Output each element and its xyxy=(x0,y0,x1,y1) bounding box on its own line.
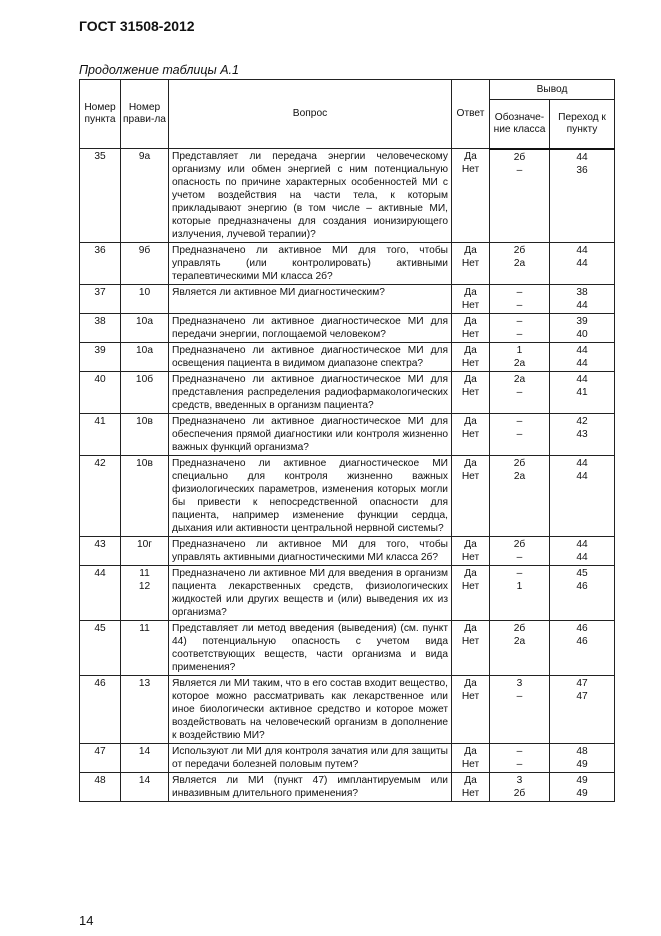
answer-value: Нет xyxy=(461,164,480,175)
answer-value: Нет xyxy=(461,581,480,592)
goto-value: 44 xyxy=(576,374,588,385)
goto-value: 44 xyxy=(576,258,588,269)
goto-value: 44 xyxy=(576,151,588,163)
class-value: 2б xyxy=(513,151,526,163)
rule-number: 13 xyxy=(138,678,151,689)
answer-value: Да xyxy=(464,151,477,162)
class-value: 2б xyxy=(513,788,526,799)
goto-value: 39 xyxy=(576,316,588,327)
document-header: ГОСТ 31508-2012 xyxy=(79,18,195,34)
table-row xyxy=(80,414,615,456)
rule-number: 10 xyxy=(138,287,151,298)
table-body xyxy=(80,149,615,802)
class-cell xyxy=(490,372,550,414)
class-cell xyxy=(490,285,550,314)
goto-value: 45 xyxy=(576,568,588,579)
goto-value: 49 xyxy=(576,788,588,799)
goto-value: 46 xyxy=(576,636,588,647)
goto-cell xyxy=(550,537,615,566)
class-value: 2а xyxy=(513,636,526,647)
answer-value: Нет xyxy=(461,471,480,482)
class-cell xyxy=(490,456,550,537)
item-number-cell: 40 xyxy=(80,372,121,414)
goto-cell xyxy=(550,149,615,243)
goto-value: 38 xyxy=(576,287,588,298)
class-value: 2б xyxy=(513,623,526,634)
answer-cell xyxy=(452,243,490,285)
rule-number-cell xyxy=(121,676,169,744)
class-value: 2а xyxy=(513,358,526,369)
goto-cell xyxy=(550,285,615,314)
answer-value: Да xyxy=(464,539,477,550)
class-value: – xyxy=(516,429,523,440)
goto-value: 46 xyxy=(576,623,588,634)
rule-number: 14 xyxy=(138,775,151,786)
goto-value: 43 xyxy=(576,429,588,440)
answer-value: Да xyxy=(464,374,477,385)
col-header-goto: Переход к пункту xyxy=(550,100,615,149)
table-caption: Продолжение таблицы А.1 xyxy=(79,63,239,77)
rule-number-cell xyxy=(121,537,169,566)
table-row xyxy=(80,372,615,414)
class-cell xyxy=(490,744,550,773)
rule-number-cell xyxy=(121,343,169,372)
item-number-cell: 44 xyxy=(80,566,121,621)
class-value: 2б xyxy=(513,539,526,550)
goto-cell xyxy=(550,456,615,537)
answer-cell xyxy=(452,621,490,676)
goto-cell xyxy=(550,372,615,414)
goto-cell xyxy=(550,744,615,773)
answer-value: Нет xyxy=(461,552,480,563)
col-header-class: Обозначе-ние класса xyxy=(490,100,550,149)
class-value: – xyxy=(516,329,523,340)
answer-value: Нет xyxy=(461,636,480,647)
answer-value: Нет xyxy=(461,329,480,340)
rule-number: 14 xyxy=(138,746,151,757)
item-number-cell: 37 xyxy=(80,285,121,314)
question-cell: Предназначено ли активное МИ для того, чтобы управлять активными диагностическими МИ класса 2б? xyxy=(169,537,452,566)
answer-cell xyxy=(452,744,490,773)
class-value: 2а xyxy=(513,258,526,269)
table-row xyxy=(80,566,615,621)
goto-value: 46 xyxy=(576,581,588,592)
answer-value: Да xyxy=(464,568,477,579)
rule-number: 10г xyxy=(136,539,153,550)
class-cell xyxy=(490,314,550,343)
rule-number: 10б xyxy=(135,374,154,385)
class-cell xyxy=(490,343,550,372)
goto-cell xyxy=(550,773,615,802)
goto-value: 44 xyxy=(576,552,588,563)
question-cell: Является ли МИ таким, что в его состав входит вещество, которое можно рассматривать как лекарственное или иное биологически активное средство и которое может воздействовать на человеческий организм в дополнение к воздействию МИ? xyxy=(169,676,452,744)
page-number: 14 xyxy=(79,913,94,928)
answer-cell xyxy=(452,414,490,456)
class-value: – xyxy=(516,759,523,770)
rule-number-cell xyxy=(121,456,169,537)
table-row xyxy=(80,243,615,285)
answer-value: Да xyxy=(464,245,477,256)
goto-value: 44 xyxy=(576,539,588,550)
answer-cell xyxy=(452,676,490,744)
rule-number: 10а xyxy=(136,345,153,356)
goto-value: 40 xyxy=(576,329,588,340)
goto-value: 44 xyxy=(576,245,588,256)
rule-number-cell xyxy=(121,149,169,243)
answer-value: Да xyxy=(464,416,477,427)
goto-value: 47 xyxy=(576,678,588,689)
answer-value: Да xyxy=(464,623,477,634)
answer-value: Да xyxy=(464,287,477,298)
class-value: 1 xyxy=(516,345,523,356)
goto-value: 44 xyxy=(576,300,588,311)
question-cell: Предназначено ли активное МИ для введения в организм пациента лекарственных средств, физиологических жидкостей или других веществ и (или) выведения их из организма? xyxy=(169,566,452,621)
class-cell xyxy=(490,414,550,456)
rule-number-cell xyxy=(121,566,169,621)
rule-number-cell xyxy=(121,243,169,285)
question-cell: Предназначено ли активное диагностическое МИ для обеспечения прямой диагностики или контроля жизненно важных функций организма? xyxy=(169,414,452,456)
item-number-cell: 35 xyxy=(80,149,121,243)
goto-value: 49 xyxy=(576,759,588,770)
class-value: – xyxy=(516,691,523,702)
goto-value: 48 xyxy=(576,746,588,757)
answer-value: Нет xyxy=(461,258,480,269)
class-value: – xyxy=(516,287,523,298)
item-number-cell: 42 xyxy=(80,456,121,537)
goto-cell xyxy=(550,414,615,456)
question-cell: Является ли активное МИ диагностическим? xyxy=(169,285,452,314)
class-value: – xyxy=(516,300,523,311)
answer-value: Да xyxy=(464,345,477,356)
item-number-cell: 47 xyxy=(80,744,121,773)
question-cell: Представляет ли передача энергии человеческому организму или обмен энергией с ним потенциальную опасность по причине характерных особенностей МИ с учетом воздействия на части тела, к которым прикладывают энергию (в том числе – активные МИ, которые предназначены для создания ионизирующего излучения, лучевой терапии)? xyxy=(169,149,452,243)
item-number-cell: 38 xyxy=(80,314,121,343)
answer-cell xyxy=(452,566,490,621)
rule-number: 11 xyxy=(139,568,150,579)
rule-number-cell xyxy=(121,285,169,314)
class-value: – xyxy=(516,552,523,563)
class-cell xyxy=(490,243,550,285)
table-row xyxy=(80,314,615,343)
answer-cell xyxy=(452,285,490,314)
rule-number-cell xyxy=(121,773,169,802)
answer-value: Да xyxy=(464,775,477,786)
rule-number: 10в xyxy=(136,416,153,427)
rule-number: 12 xyxy=(138,581,151,592)
class-value: 2б xyxy=(513,245,526,256)
answer-cell xyxy=(452,773,490,802)
rule-number-cell xyxy=(121,744,169,773)
col-header-rule: Номер прави-ла xyxy=(121,80,169,149)
class-value: 3 xyxy=(516,678,523,689)
table-row xyxy=(80,285,615,314)
item-number-cell: 41 xyxy=(80,414,121,456)
class-value: – xyxy=(516,164,523,176)
answer-value: Нет xyxy=(461,759,480,770)
goto-cell xyxy=(550,676,615,744)
class-value: 2б xyxy=(513,458,526,469)
class-cell xyxy=(490,566,550,621)
answer-value: Нет xyxy=(461,358,480,369)
answer-cell xyxy=(452,149,490,243)
class-value: 3 xyxy=(516,775,523,786)
table-row xyxy=(80,456,615,537)
answer-value: Нет xyxy=(461,300,480,311)
rule-number: 11 xyxy=(139,623,150,634)
col-header-answer: Ответ xyxy=(452,80,490,149)
question-cell: Представляет ли метод введения (выведения) (см. пункт 44) потенциальную опасность с учетом вида соответствующих веществ, части организма и вида применения? xyxy=(169,621,452,676)
goto-value: 44 xyxy=(576,358,588,369)
class-value: 2а xyxy=(513,471,526,482)
item-number-cell: 48 xyxy=(80,773,121,802)
class-cell xyxy=(490,537,550,566)
class-cell xyxy=(490,149,550,243)
col-header-item: Номер пункта xyxy=(80,80,121,149)
question-cell: Предназначено ли активное диагностическое МИ для освещения пациента в видимом диапазоне спектра? xyxy=(169,343,452,372)
answer-value: Нет xyxy=(461,387,480,398)
table-row xyxy=(80,773,615,802)
question-cell: Предназначено ли активное МИ для того, чтобы управлять (или контролировать) активными терапевтическими МИ класса 2б? xyxy=(169,243,452,285)
answer-value: Нет xyxy=(461,691,480,702)
goto-cell xyxy=(550,243,615,285)
table-row xyxy=(80,744,615,773)
classification-table xyxy=(79,79,615,802)
item-number-cell: 46 xyxy=(80,676,121,744)
answer-cell xyxy=(452,372,490,414)
class-cell xyxy=(490,773,550,802)
rule-number-cell xyxy=(121,414,169,456)
answer-value: Нет xyxy=(461,429,480,440)
table-row xyxy=(80,621,615,676)
table-row xyxy=(80,537,615,566)
item-number-cell: 43 xyxy=(80,537,121,566)
table-row xyxy=(80,149,615,243)
rule-number: 9б xyxy=(138,245,151,256)
question-cell: Предназначено ли активное диагностическое МИ для представления распределения радиофармакологических средств, введенных в организм пациента? xyxy=(169,372,452,414)
table-row xyxy=(80,343,615,372)
rule-number-cell xyxy=(121,314,169,343)
rule-number: 10в xyxy=(136,458,153,469)
rule-number-cell xyxy=(121,372,169,414)
answer-cell xyxy=(452,456,490,537)
goto-value: 47 xyxy=(576,691,588,702)
class-value: – xyxy=(516,416,523,427)
answer-cell xyxy=(452,343,490,372)
goto-value: 42 xyxy=(576,416,588,427)
item-number-cell: 39 xyxy=(80,343,121,372)
class-value: – xyxy=(516,316,523,327)
rule-number: 10а xyxy=(136,316,153,327)
goto-value: 41 xyxy=(576,387,588,398)
class-value: 2а xyxy=(513,374,526,385)
class-cell xyxy=(490,621,550,676)
goto-cell xyxy=(550,566,615,621)
answer-value: Да xyxy=(464,746,477,757)
answer-value: Да xyxy=(464,458,477,469)
goto-value: 44 xyxy=(576,345,588,356)
goto-value: 44 xyxy=(576,458,588,469)
answer-cell xyxy=(452,314,490,343)
answer-value: Да xyxy=(464,316,477,327)
item-number-cell: 36 xyxy=(80,243,121,285)
col-header-question: Вопрос xyxy=(169,80,452,149)
goto-value: 36 xyxy=(576,164,588,176)
class-value: – xyxy=(516,746,523,757)
rule-number: 9а xyxy=(138,151,151,162)
col-header-output: Вывод xyxy=(490,80,615,100)
item-number-cell: 45 xyxy=(80,621,121,676)
goto-value: 44 xyxy=(576,471,588,482)
question-cell: Предназначено ли активное диагностическое МИ для передачи энергии, поглощаемой человеком? xyxy=(169,314,452,343)
rule-number-cell xyxy=(121,621,169,676)
question-cell: Используют ли МИ для контроля зачатия или для защиты от передачи болезней половым путем? xyxy=(169,744,452,773)
table-row xyxy=(80,676,615,744)
class-value: – xyxy=(516,387,523,398)
goto-cell xyxy=(550,621,615,676)
question-cell: Является ли МИ (пункт 47) имплантируемым или инвазивным длительного применения? xyxy=(169,773,452,802)
answer-value: Нет xyxy=(461,788,480,799)
goto-cell xyxy=(550,343,615,372)
goto-cell xyxy=(550,314,615,343)
question-cell: Предназначено ли активное диагностическое МИ специально для контроля жизненно важных физиологических параметров, изменения которых могли бы привести к непосредственной опасности для пациента, например изменение функции сердца, дыхания или активности центральной нервной системы? xyxy=(169,456,452,537)
class-value: – xyxy=(516,568,523,579)
answer-value: Да xyxy=(464,678,477,689)
goto-value: 49 xyxy=(576,775,588,786)
class-cell xyxy=(490,676,550,744)
class-value: 1 xyxy=(516,581,523,592)
answer-cell xyxy=(452,537,490,566)
